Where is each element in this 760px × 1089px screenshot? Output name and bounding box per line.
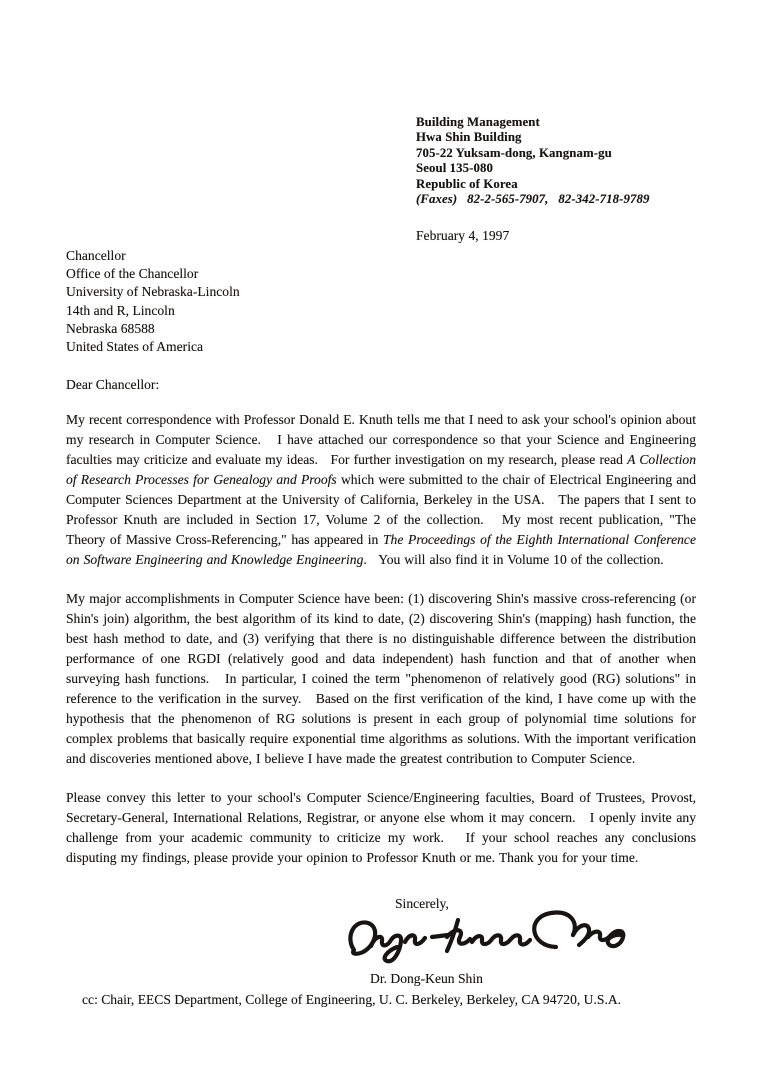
- body-paragraph-3: Please convey this letter to your school's Computer Science/Engineering faculties, Board of Trustees, Provost, Secretary-General, International Relations, Registrar, or anyone else whom it may concern. I openly invite any challenge from your academic community to criticize my work. If your school reaches any conclusions disputing my findings, please provide your opinion to Professor Knuth or me. Thank you for your time.: [66, 790, 696, 865]
- valediction: Sincerely,: [395, 896, 449, 911]
- salutation: Dear Chancellor:: [66, 377, 160, 392]
- signature-handwriting: [342, 906, 638, 970]
- sender-line: Building Management: [416, 115, 540, 129]
- body-paragraph-1: [66, 410, 696, 570]
- paragraph-text: . You will also find it in Volume 10 of the collection.: [363, 552, 664, 567]
- sender-line: Republic of Korea: [416, 176, 518, 191]
- recipient-line: Chancellor: [66, 248, 126, 263]
- sender-line: 705-22 Yuksam-dong, Kangnam-gu: [416, 145, 612, 160]
- recipient-line: 14th and R, Lincoln: [66, 302, 175, 318]
- typed-signature-name: Dr. Dong-Keun Shin: [370, 971, 483, 986]
- sender-fax-line: (Faxes) 82-2-565-7907, 82-342-718-9789: [416, 192, 650, 207]
- cc-line: cc: Chair, EECS Department, College of Engineering, U. C. Berkeley, Berkeley, CA 94720, U.S.A.: [82, 992, 622, 1007]
- cited-title: A Collection of Research Processes for Genealogy and Proofs: [66, 452, 696, 487]
- signature-icon: [342, 906, 638, 970]
- sender-line: Hwa Shin Building: [416, 130, 522, 145]
- paragraph-text: which were submitted to the chair of Electrical Engineering and Computer Sciences Department at the University of California, Berkeley in the USA. The papers that I sent to Professor Knuth are included in Section 17, Volume 2 of the collection. My most recent publication, "The Theory of Massive Cross-Referencing," has appeared in: [66, 472, 696, 547]
- sender-line: Seoul 135-080: [416, 161, 494, 176]
- recipient-line: United States of America: [66, 339, 204, 355]
- recipient-address-block: [66, 247, 240, 356]
- recipient-line: Nebraska 68588: [66, 320, 155, 336]
- cited-title: The Proceedings of the Eighth International Conference on Software Engineering and Knowledge Engineering: [66, 532, 696, 567]
- letter-date: February 4, 1997: [416, 228, 510, 243]
- body-paragraph-2: My major accomplishments in Computer Science have been: (1) discovering Shin's massive cross-referencing (or Shin's join) algorithm, the best algorithm of its kind to date, (2) discovering Shin's (mapping) hash function, the best hash method to date, and (3) verifying that there is no distinguishable difference between the distribution performance of one RGDI (relatively good and data independent) hash function and that of another when surveying hash functions. In particular, I coined the term "phenomenon of relatively good (RG) solutions" in reference to the verification in the survey. Based on the first verification of the kind, I have come up with the hypothesis that the phenomenon of RG solutions is present in each group of polynomial time solutions for complex problems that basically require exponential time algorithms as solutions. With the important verification and discoveries mentioned above, I believe I have made the greatest contribution to Computer Science.: [66, 591, 696, 766]
- paragraph-text: My recent correspondence with Professor Donald E. Knuth tells me that I need to ask your school's opinion about my research in Computer Science. I have attached our correspondence so that your Science and Engineering faculties may criticize and evaluate my ideas. For further investigation on my research, please read: [66, 412, 696, 467]
- recipient-line: Office of the Chancellor: [66, 266, 199, 282]
- recipient-line: University of Nebraska-Lincoln: [66, 284, 240, 300]
- sender-address-block: [416, 115, 649, 207]
